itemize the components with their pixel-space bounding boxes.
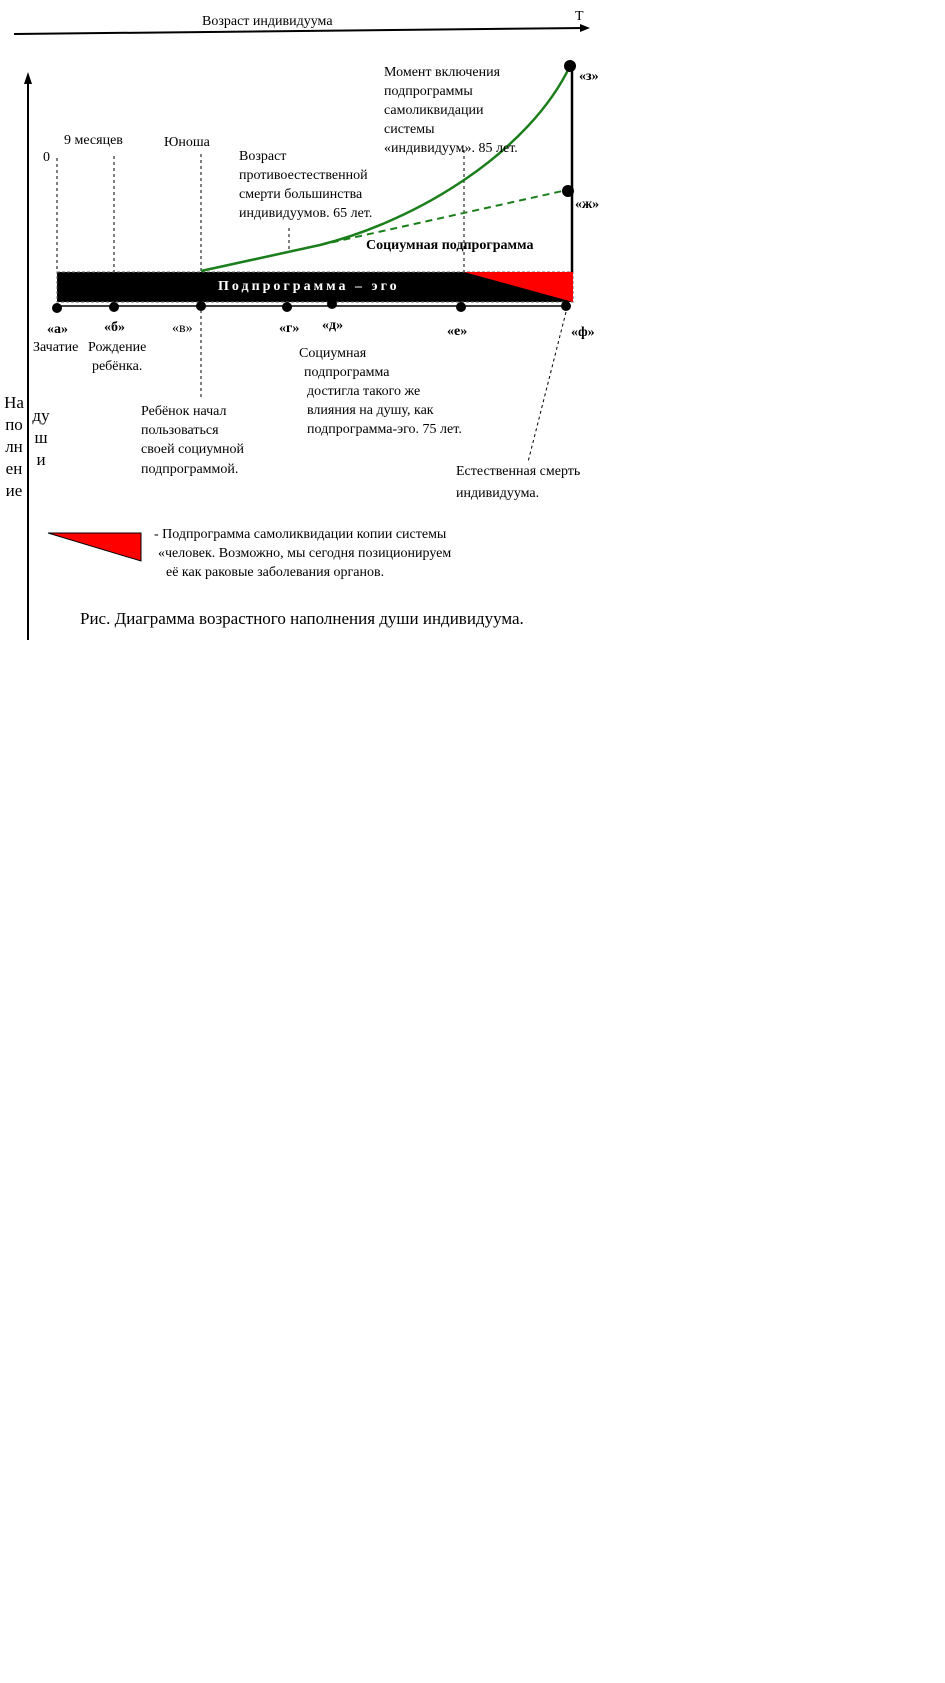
point-b <box>109 302 119 312</box>
annotation-birth: Рождение ребёнка. <box>88 340 147 374</box>
point-f <box>561 301 571 311</box>
x-axis-label: Возраст индивидуума <box>202 14 333 29</box>
figure-caption: Рис. Диаграмма возрастного наполнения души индивидуума. <box>80 609 524 628</box>
annotation-self-destruct-moment: Момент включения подпрограммы самоликвидации системы «индивидуум». 85 лет. <box>384 65 518 156</box>
legend-text: - Подпрограмма самоликвидации копии системы «человек. Возможно, мы сегодня позиционируем её как раковые заболевания органов. <box>154 527 452 580</box>
annotation-conception: Зачатие <box>33 340 79 355</box>
legend-triangle <box>48 533 141 561</box>
y-axis-label-2: души <box>32 406 50 469</box>
annotation-natural-death: Естественная смерть индивидуума. <box>456 464 581 501</box>
point-z-label: «з» <box>579 69 599 84</box>
annotation-social-equal: Социумная подпрограмма достигла такого же влияния на душу, как подпрограмма-эго. 75 лет. <box>299 346 462 437</box>
ego-bar-label: Подпрограмма – эго <box>218 279 400 294</box>
label-zero: 0 <box>43 150 50 165</box>
guide-natural-death <box>528 312 566 462</box>
point-zh <box>562 185 574 197</box>
point-v-label: «в» <box>172 321 193 336</box>
label-youth: Юноша <box>164 135 210 150</box>
point-e-label: «е» <box>447 324 468 339</box>
point-g <box>282 302 292 312</box>
point-v <box>196 301 206 311</box>
label-nine-months: 9 месяцев <box>64 133 123 148</box>
point-z <box>564 60 576 72</box>
annotation-unnatural-death: Возраст противоестественной смерти большинства индивидуумов. 65 лет. <box>239 149 373 221</box>
point-b-label: «б» <box>104 320 125 335</box>
point-a <box>52 303 62 313</box>
social-subprogram-label: Социумная подпрограмма <box>366 238 534 253</box>
point-e <box>456 302 466 312</box>
y-axis-arrow <box>24 72 32 84</box>
x-axis-end-label: T <box>575 9 584 24</box>
point-g-label: «г» <box>279 321 300 336</box>
point-d-label: «д» <box>322 318 344 333</box>
y-axis-label: Наполнение <box>4 393 24 500</box>
point-f-label: «ф» <box>571 325 595 340</box>
point-zh-label: «ж» <box>575 197 600 212</box>
annotation-child-social: Ребёнок начал пользоваться своей социумной подпрограммой. <box>141 404 244 477</box>
point-a-label: «а» <box>47 322 68 337</box>
